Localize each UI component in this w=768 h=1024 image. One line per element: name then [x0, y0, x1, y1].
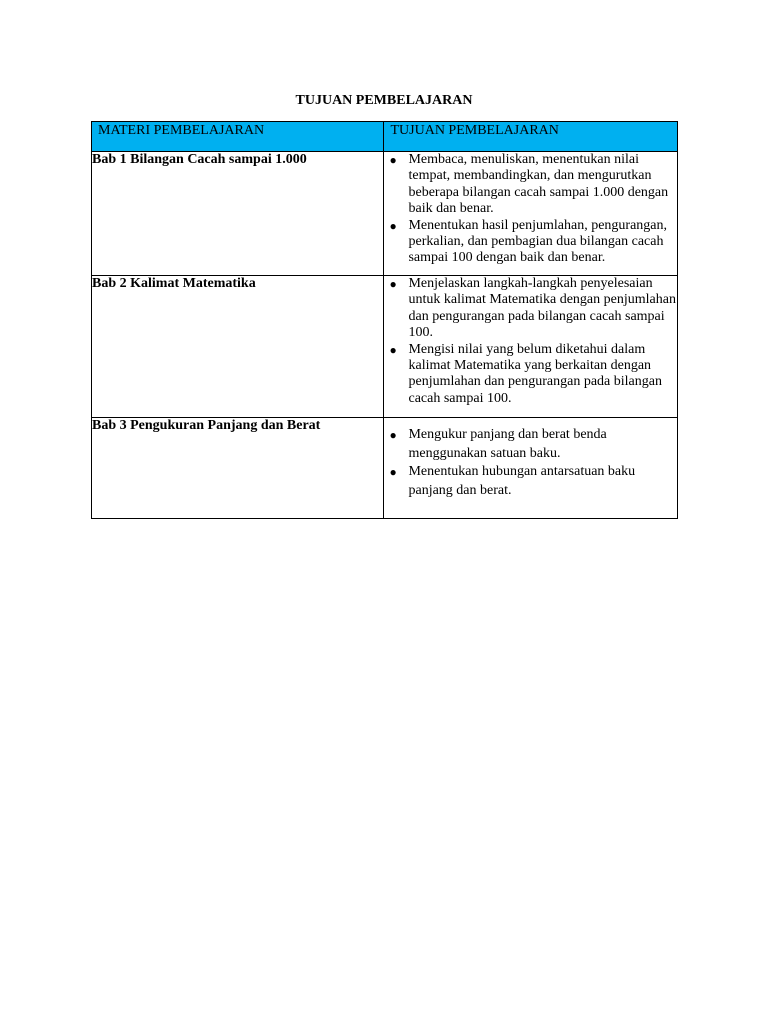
bullet-icon: ●: [389, 153, 397, 167]
table-row: [92, 276, 678, 418]
bullet-icon: ●: [389, 465, 397, 479]
list-item: [384, 342, 677, 408]
header-tujuan: TUJUAN PEMBELAJARAN: [384, 122, 678, 152]
list-item: [384, 152, 677, 218]
materi-cell: Bab 1 Bilangan Cacah sampai 1.000: [92, 152, 384, 276]
table-row: [92, 152, 678, 276]
objective-text: Menentukan hasil penjumlahan, pengurangan, perkalian, dan pembagian dua bilangan cacah sampai 100 dengan baik dan benar.: [408, 217, 668, 266]
objective-list: [384, 152, 677, 267]
bullet-icon: ●: [389, 218, 397, 233]
tujuan-cell: [384, 418, 678, 519]
materi-cell: Bab 2 Kalimat Matematika: [92, 276, 384, 418]
learning-objectives-table: [91, 121, 678, 519]
objective-text: Membaca, menuliskan, menentukan nilai tempat, membandingkan, dan mengurutkan beberapa bilangan cacah sampai 1.000 dengan baik dan benar.: [408, 152, 669, 217]
header-materi: MATERI PEMBELAJARAN: [92, 122, 384, 152]
tujuan-cell: [384, 276, 678, 418]
objective-text: Mengukur panjang dan berat benda menggunakan satuan baku.: [408, 427, 607, 461]
table-row: [92, 418, 678, 519]
objective-list: [384, 276, 677, 407]
list-item: [384, 463, 677, 500]
objective-text: Menjelaskan langkah-langkah penyelesaian untuk kalimat Matematika dengan penjumlahan dan pengurangan pada bilangan cacah sampai 100.: [408, 276, 676, 341]
list-item: [384, 276, 677, 342]
bullet-icon: ●: [389, 277, 397, 291]
list-item: [384, 218, 677, 267]
bullet-icon: ●: [389, 428, 397, 442]
bullet-icon: ●: [389, 342, 397, 357]
objective-list: [384, 426, 677, 500]
page-title: TUJUAN PEMBELAJARAN: [295, 93, 473, 108]
materi-cell: Bab 3 Pengukuran Panjang dan Berat: [92, 418, 384, 519]
tujuan-cell: [384, 152, 678, 276]
list-item: [384, 426, 677, 463]
objective-text: Mengisi nilai yang belum diketahui dalam kalimat Matematika yang berkaitan dengan penjumlahan dan pengurangan pada bilangan cacah sampai 100.: [408, 341, 662, 406]
table-header-row: [92, 122, 678, 152]
objective-text: Menentukan hubungan antarsatuan baku panjang dan berat.: [408, 464, 636, 498]
